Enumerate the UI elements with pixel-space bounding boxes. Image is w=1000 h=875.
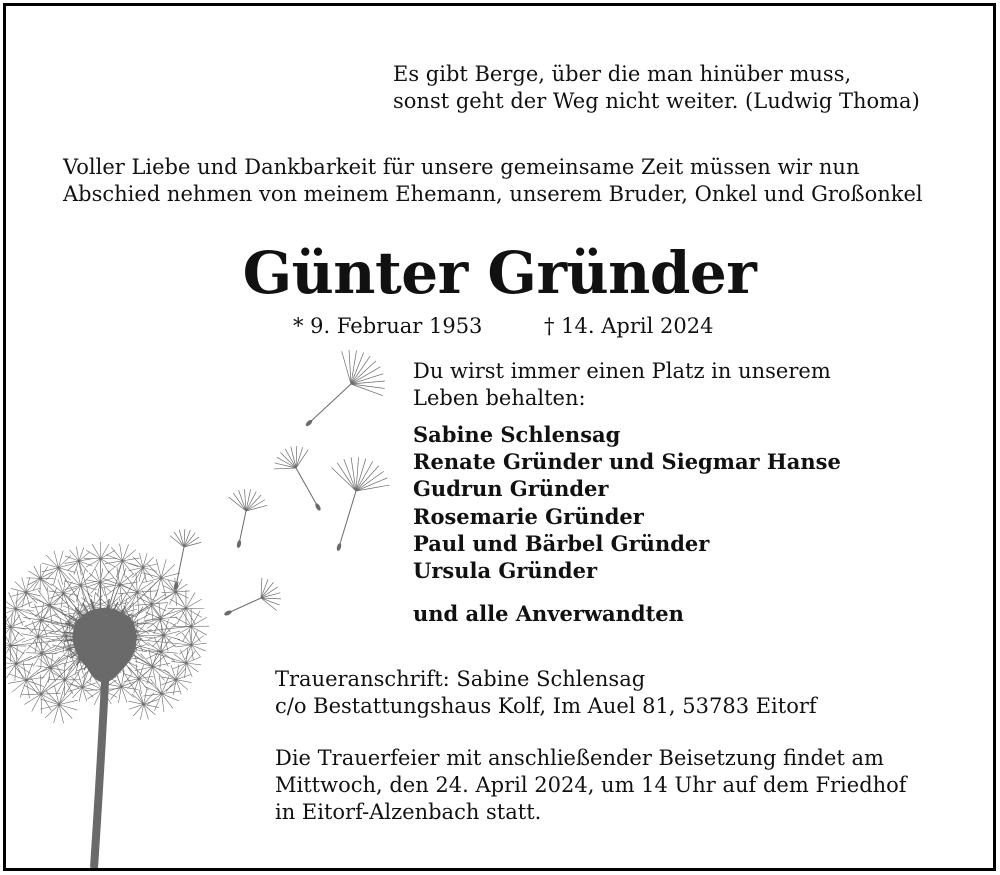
ceremony-line-2: Mittwoch, den 24. April 2024, um 14 Uhr auf dem Friedhof bbox=[275, 773, 907, 797]
mourner-name: Paul und Bärbel Gründer bbox=[413, 531, 710, 556]
mourner-name: Sabine Schlensag bbox=[413, 422, 621, 447]
deceased-name: Günter Gründer bbox=[242, 239, 757, 307]
intro-line-2: Abschied nehmen von meinem Ehemann, unserem Bruder, Onkel und Großonkel bbox=[63, 182, 923, 206]
address-line-1: Traueranschrift: Sabine Schlensag bbox=[275, 667, 646, 691]
farewell-line-1: Du wirst immer einen Platz in unserem bbox=[413, 359, 831, 383]
mourner-name: Ursula Gründer bbox=[413, 558, 598, 583]
intro-line-1: Voller Liebe und Dankbarkeit für unsere gemeinsame Zeit müssen wir nun bbox=[63, 155, 860, 179]
quote-line-1: Es gibt Berge, über die man hinüber muss, bbox=[393, 62, 852, 86]
obituary-notice bbox=[3, 3, 996, 871]
mourner-name: Rosemarie Gründer bbox=[413, 504, 644, 529]
address-line-2: c/o Bestattungshaus Kolf, Im Auel 81, 53783 Eitorf bbox=[275, 694, 817, 718]
birth-date: * 9. Februar 1953 bbox=[293, 314, 483, 338]
ceremony-line-1: Die Trauerfeier mit anschließender Beisetzung findet am bbox=[275, 746, 884, 770]
ceremony-line-3: in Eitorf-Alzenbach statt. bbox=[275, 800, 542, 824]
farewell-line-2: Leben behalten: bbox=[413, 386, 586, 410]
mourner-name: Gudrun Gründer bbox=[413, 476, 609, 501]
death-date: † 14. April 2024 bbox=[544, 314, 714, 338]
relatives-line: und alle Anverwandten bbox=[413, 601, 684, 626]
quote-line-2: sonst geht der Weg nicht weiter. (Ludwig Thoma) bbox=[393, 89, 920, 113]
mourner-name: Renate Gründer und Siegmar Hanse bbox=[413, 449, 841, 474]
